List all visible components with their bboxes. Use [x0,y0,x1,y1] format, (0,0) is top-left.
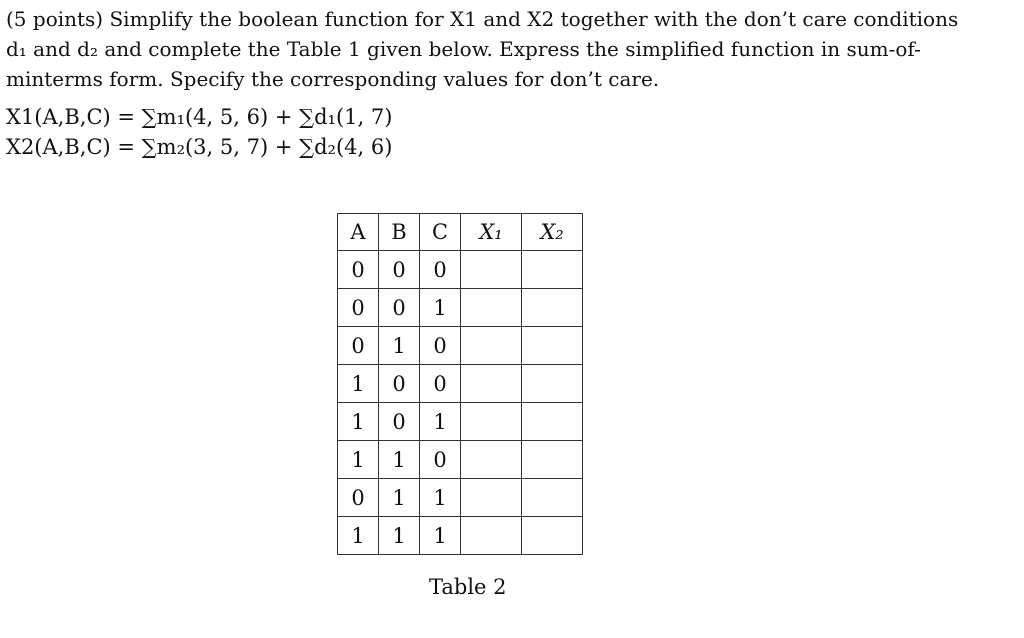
cell-a: 0 [338,251,379,289]
table-row [338,403,583,441]
cell-b: 0 [379,289,420,327]
cell-b: 0 [379,251,420,289]
header-x2: X₂ [522,214,583,251]
cell-a: 0 [338,327,379,365]
cell-x1[interactable] [461,365,522,403]
cell-c: 1 [420,403,461,441]
table-row [338,441,583,479]
cell-x2[interactable] [522,365,583,403]
header-b: B [379,214,420,251]
table-row [338,365,583,403]
cell-c: 0 [420,251,461,289]
problem-statement [6,4,1016,94]
cell-a: 0 [338,289,379,327]
problem-line-3: minterms form. Specify the corresponding values for don’t care. [6,67,660,91]
table-caption: Table 2 [429,575,507,599]
header-c: C [420,214,461,251]
cell-a: 1 [338,403,379,441]
cell-a: 0 [338,479,379,517]
cell-x2[interactable] [522,441,583,479]
cell-b: 0 [379,403,420,441]
cell-x1[interactable] [461,289,522,327]
cell-b: 0 [379,365,420,403]
cell-x1[interactable] [461,441,522,479]
cell-x1[interactable] [461,479,522,517]
cell-x2[interactable] [522,251,583,289]
cell-b: 1 [379,517,420,555]
table-row [338,251,583,289]
truth-table-header-row [338,214,583,251]
cell-b: 1 [379,479,420,517]
header-x1: X₁ [461,214,522,251]
table-row [338,327,583,365]
cell-c: 0 [420,441,461,479]
cell-x1[interactable] [461,251,522,289]
cell-x1[interactable] [461,517,522,555]
equation-x1: X1(A,B,C) = ∑m₁(4, 5, 6) + ∑d₁(1, 7) [6,105,393,129]
cell-c: 0 [420,327,461,365]
cell-b: 1 [379,441,420,479]
cell-x1[interactable] [461,327,522,365]
equation-x2: X2(A,B,C) = ∑m₂(3, 5, 7) + ∑d₂(4, 6) [6,135,393,159]
truth-table [337,213,583,555]
cell-c: 0 [420,365,461,403]
table-row [338,479,583,517]
cell-c: 1 [420,517,461,555]
cell-a: 1 [338,441,379,479]
cell-c: 1 [420,479,461,517]
header-a: A [338,214,379,251]
table-row [338,517,583,555]
cell-x2[interactable] [522,403,583,441]
cell-b: 1 [379,327,420,365]
cell-x2[interactable] [522,327,583,365]
cell-x1[interactable] [461,403,522,441]
cell-x2[interactable] [522,517,583,555]
problem-line-2: d₁ and d₂ and complete the Table 1 given below. Express the simplified function in sum-of- [6,37,921,61]
cell-x2[interactable] [522,479,583,517]
problem-line-1: (5 points) Simplify the boolean function for X1 and X2 together with the don’t care conditions [6,7,959,31]
table-row [338,289,583,327]
cell-x2[interactable] [522,289,583,327]
cell-a: 1 [338,365,379,403]
cell-c: 1 [420,289,461,327]
cell-a: 1 [338,517,379,555]
